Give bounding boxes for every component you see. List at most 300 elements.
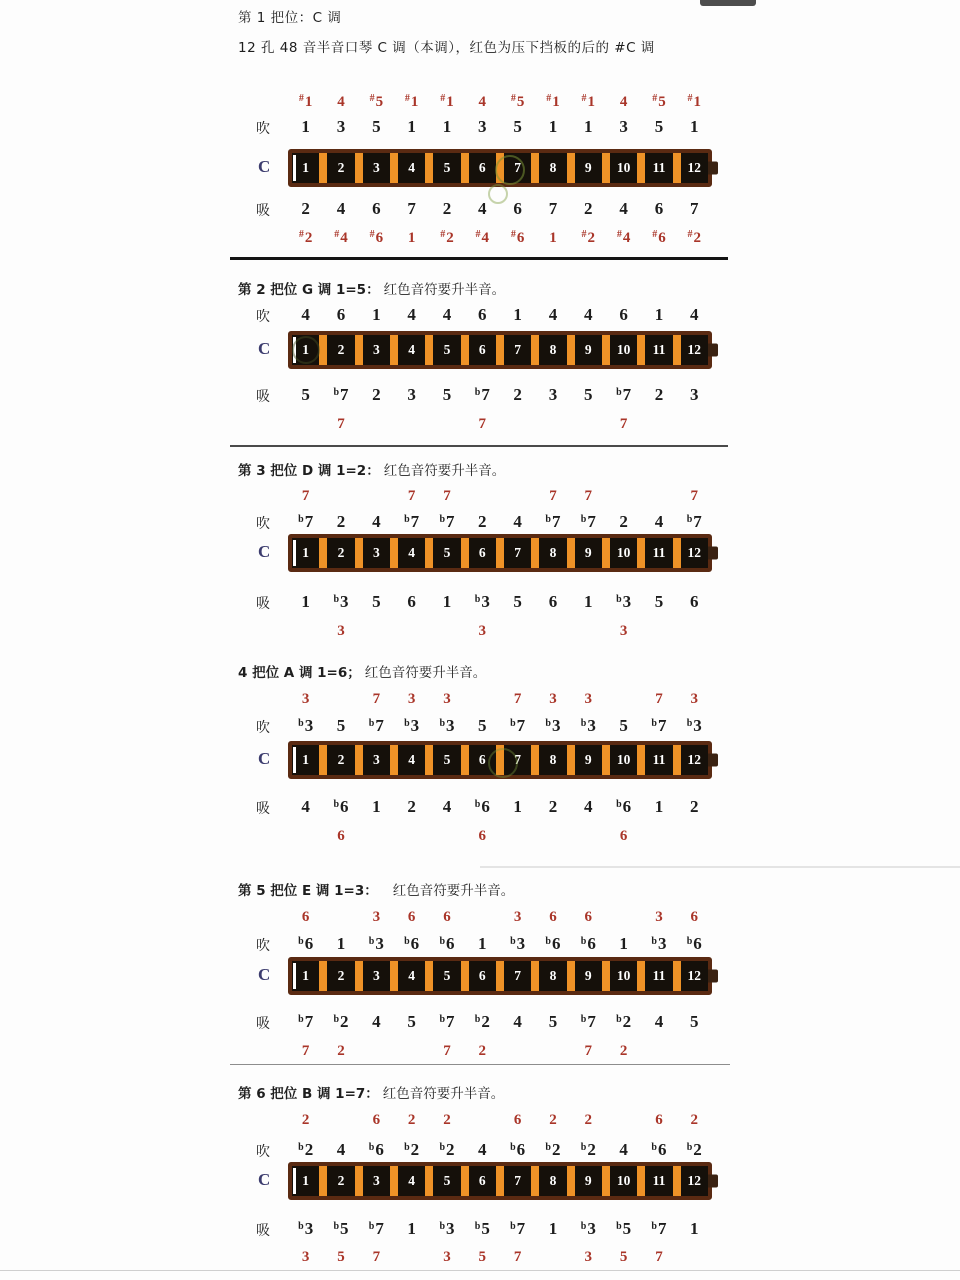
harmonica-key-label: C	[258, 749, 271, 768]
sharp-row-bottom-note: 3	[478, 623, 487, 639]
blow-row-note: $^b$2	[686, 1140, 702, 1159]
harmonica-hole-2: 2	[327, 335, 362, 365]
sharp-row-top-note: #1	[404, 93, 419, 110]
harmonica-hole-10: 10	[610, 538, 645, 568]
blow-row-note: 1	[619, 934, 628, 953]
draw-row-note: 2	[372, 385, 381, 404]
sharp-row-top-note: #1	[581, 93, 596, 110]
blow-row	[288, 305, 712, 325]
blow-row-note: 4	[478, 1140, 487, 1159]
harmonica-graphic	[288, 957, 712, 995]
blow-row	[288, 1140, 712, 1160]
sharp-row-bottom-note: 2	[478, 1043, 487, 1059]
accidental-sharp: #	[581, 229, 587, 240]
section-title	[238, 278, 505, 298]
sharp-row-bottom-note: 3	[584, 1249, 593, 1265]
draw-row-note: 5	[513, 592, 522, 611]
sharp-row-top-note: 3	[584, 691, 593, 707]
sharp-row-bottom-note: #4	[334, 229, 348, 246]
harmonica-hole-10: 10	[610, 153, 645, 183]
blow-row-note: $^b$3	[686, 716, 702, 735]
blow-row	[288, 716, 712, 736]
blow-row-note: 1	[407, 117, 416, 136]
draw-label: 吸	[256, 1016, 270, 1032]
sharp-row-bottom-note: 6	[478, 828, 487, 844]
sharp-row-bottom-note: #6	[510, 229, 525, 246]
draw-row-note: 5	[548, 1012, 558, 1031]
blow-row-note: 3	[619, 117, 628, 136]
harmonica-hole-4: 4	[398, 538, 433, 568]
draw-row-note: 6	[513, 199, 522, 218]
harmonica-hole-11: 11	[645, 335, 680, 365]
section-title-key: 第 6 把位 B 调 1=7：	[238, 1086, 379, 1102]
sharp-row-bottom-note	[500, 621, 535, 641]
accidental-flat: b	[616, 799, 622, 810]
sharp-row-bottom-note: 7	[301, 1043, 310, 1059]
blow-label: 吹	[256, 309, 270, 325]
harmonica-hole-7: 7	[504, 961, 539, 991]
sharp-row-bottom-note: 6	[337, 828, 345, 844]
draw-row-note: 2	[690, 797, 699, 816]
section-title	[238, 459, 505, 479]
sharp-row-top-note	[323, 486, 358, 506]
harmonica-hole-7: 7	[504, 1166, 539, 1196]
blow-row-note: $^b$2	[580, 1140, 596, 1159]
blow-row-note: $^b$3	[298, 716, 314, 735]
sharp-row-top	[288, 486, 712, 506]
sharp-row-top-note: 4	[478, 94, 487, 110]
blow-row-note: 4	[407, 305, 416, 324]
blow-row-note: 4	[301, 305, 310, 324]
sharp-row-top-note	[641, 486, 676, 506]
sharp-row-bottom-note	[677, 1247, 712, 1267]
harmonica-hole-6: 6	[469, 335, 504, 365]
accidental-sharp: #	[298, 229, 304, 240]
draw-row-note: 4	[301, 797, 310, 816]
sharp-row-top-note: 7	[372, 691, 381, 707]
blow-row-note: 4	[513, 512, 522, 531]
harmonica-hole-6: 6	[469, 153, 504, 183]
blow-row-note: $^b$6	[651, 1140, 667, 1159]
blow-row-note: $^b$6	[510, 1140, 526, 1159]
accidental-flat: b	[510, 718, 516, 729]
accidental-sharp: #	[440, 93, 446, 104]
sharp-row-top-note: 6	[407, 909, 416, 925]
accidental-flat: b	[580, 718, 587, 729]
accidental-flat: b	[474, 1221, 481, 1232]
harmonica-hole-5: 5	[433, 961, 468, 991]
draw-row-note: 6	[372, 199, 381, 218]
blow-row-note: $^b$6	[404, 934, 420, 953]
draw-row-note: 3	[548, 385, 558, 404]
section-title-note: 红色音符要升半音。	[364, 665, 487, 681]
harmonica-hole-2: 2	[327, 538, 362, 568]
blow-row-note: $^b$6	[368, 1140, 384, 1159]
sharp-row-top	[288, 907, 712, 927]
harmonica-hole-4: 4	[398, 153, 433, 183]
draw-row-note: $^b$7	[368, 1219, 384, 1238]
accidental-sharp: #	[334, 229, 340, 240]
harmonica-hole-8: 8	[539, 335, 574, 365]
accidental-flat: b	[368, 936, 375, 947]
draw-row-note: 3	[407, 385, 416, 404]
harmonica-hole-7: 7	[504, 153, 539, 183]
draw-row-note: $^b$3	[298, 1219, 314, 1238]
accidental-flat: b	[368, 718, 375, 729]
sharp-row-bottom-note	[288, 826, 323, 846]
harmonica-hole-6: 6	[469, 961, 504, 991]
sharp-row-bottom	[288, 228, 712, 248]
harmonica-hole-11: 11	[645, 153, 680, 183]
blow-row-note: $^b$3	[580, 716, 596, 735]
draw-row-note: 7	[407, 199, 416, 218]
draw-row-note: 6	[548, 592, 558, 611]
blow-row-note: $^b$3	[404, 716, 420, 735]
sharp-row-bottom-note	[535, 1041, 570, 1061]
draw-row-note: 1	[584, 592, 593, 611]
accidental-flat: b	[545, 514, 551, 525]
sharp-row-top	[288, 689, 712, 709]
blow-row-note: 1	[548, 117, 558, 136]
sharp-row-bottom-note: 3	[619, 623, 628, 639]
draw-row-note: 2	[584, 199, 593, 218]
sharp-row-top-note: 7	[301, 488, 310, 504]
harmonica-graphic	[288, 149, 712, 187]
accidental-flat: b	[545, 1142, 551, 1153]
accidental-flat: b	[333, 1014, 340, 1025]
accidental-flat: b	[333, 594, 340, 605]
sharp-row-bottom-note: 1	[407, 230, 416, 246]
draw-row	[288, 1012, 712, 1032]
sharp-row-top-note: 7	[690, 488, 699, 504]
blow-row-note: 5	[478, 716, 487, 735]
accidental-flat: b	[404, 1142, 410, 1153]
harmonica-hole-5: 5	[433, 538, 468, 568]
blow-row-note: 4	[336, 1140, 346, 1159]
accidental-flat: b	[404, 936, 410, 947]
sharp-row-top-note: 3	[407, 691, 416, 707]
sharp-row-bottom-note	[500, 826, 535, 846]
harmonica-hole-3: 3	[363, 1166, 398, 1196]
draw-row-note: 4	[584, 797, 593, 816]
accidental-flat: b	[651, 1221, 657, 1232]
draw-row-note: 2	[301, 199, 310, 218]
sharp-row-bottom-note	[429, 414, 464, 434]
draw-row-note: $^b$6	[333, 797, 349, 816]
sharp-row-top-note: 2	[407, 1112, 416, 1128]
harmonica-hole-5: 5	[433, 1166, 468, 1196]
draw-row-note: $^b$7	[333, 385, 349, 404]
draw-row-note: $^b$7	[474, 385, 490, 404]
harmonica-hole-5: 5	[433, 335, 468, 365]
accidental-sharp: #	[616, 229, 622, 240]
sharp-row-bottom-note	[359, 1041, 394, 1061]
accidental-sharp: #	[510, 229, 516, 240]
accidental-sharp: #	[652, 93, 658, 104]
harmonica-hole-11: 11	[645, 1166, 680, 1196]
sharp-row-top	[288, 92, 712, 112]
draw-row-note: $^b$3	[474, 592, 490, 611]
accidental-flat: b	[474, 1014, 481, 1025]
accidental-flat: b	[545, 718, 551, 729]
sharp-row-top-note: #1	[687, 93, 702, 110]
sharp-row-top-note: 6	[301, 909, 310, 925]
harmonica-hole-12: 12	[687, 968, 702, 983]
draw-row-note: 5	[407, 1012, 416, 1031]
sharp-row-bottom-note: 3	[337, 623, 345, 639]
blow-row-note: $^b$3	[510, 934, 526, 953]
sharp-row-top-note	[323, 1110, 358, 1130]
accidental-flat: b	[298, 514, 304, 525]
harmonica-graphic	[288, 331, 712, 369]
accidental-flat: b	[474, 594, 481, 605]
sharp-row-top-note	[606, 486, 641, 506]
sharp-row-bottom-note	[429, 826, 464, 846]
accidental-flat: b	[298, 1221, 304, 1232]
sharp-row-bottom	[288, 621, 712, 641]
sharp-row-top-note	[606, 1110, 641, 1130]
harmonica-hole-7: 7	[504, 745, 539, 775]
harmonica-hole-8: 8	[539, 1166, 574, 1196]
draw-row-note: $^b$5	[616, 1219, 632, 1238]
blow-row-note: $^b$7	[580, 512, 596, 531]
accidental-flat: b	[651, 936, 657, 947]
sharp-row-bottom-note	[571, 414, 606, 434]
accidental-flat: b	[404, 718, 410, 729]
sharp-row-top-note: 2	[584, 1112, 593, 1128]
accidental-flat: b	[368, 1221, 375, 1232]
blow-row-note: $^b$6	[545, 934, 561, 953]
sharp-row-top-note	[359, 486, 394, 506]
harmonica-hole-1: 1	[292, 745, 327, 775]
sharp-row-bottom-note	[677, 621, 712, 641]
harmonica-key-label: C	[258, 157, 271, 176]
sharp-row-top-note: #5	[652, 93, 666, 110]
accidental-flat: b	[439, 1014, 445, 1025]
blow-row-note: $^b$6	[580, 934, 596, 953]
draw-row-note: $^b$5	[333, 1219, 349, 1238]
draw-row-note: 4	[513, 1012, 522, 1031]
harmonica-hole-10: 10	[610, 745, 645, 775]
blow-row-note: 5	[654, 117, 664, 136]
sharp-row-top-note: 6	[655, 1112, 663, 1128]
accidental-flat: b	[510, 936, 516, 947]
draw-row-note: 4	[654, 1012, 664, 1031]
harmonica-graphic	[288, 534, 712, 572]
harmonica-hole-12: 12	[687, 545, 702, 560]
sharp-row-bottom-note	[535, 621, 570, 641]
draw-row-note: $^b$3	[616, 592, 632, 611]
draw-row	[288, 592, 712, 612]
sharp-row-top-note	[465, 907, 500, 927]
section-divider	[230, 445, 728, 447]
sharp-row-bottom-note	[359, 621, 394, 641]
accidental-flat: b	[580, 1014, 587, 1025]
sharp-row-top-note: 6	[513, 1112, 522, 1128]
accidental-sharp: #	[546, 93, 552, 104]
blow-row-note: 1	[442, 117, 452, 136]
section-title	[238, 879, 514, 899]
draw-row-note: $^b$3	[580, 1219, 596, 1238]
sharp-row-bottom-note: #2	[298, 229, 313, 246]
draw-row-note: 4	[442, 797, 452, 816]
sharp-row-top-note: 7	[513, 691, 522, 707]
draw-row-note: 2	[548, 797, 558, 816]
blow-row-note: 2	[619, 512, 628, 531]
accidental-flat: b	[686, 1142, 693, 1153]
draw-row-note: 6	[654, 199, 664, 218]
accidental-flat: b	[510, 1221, 516, 1232]
sharp-row-top-note	[500, 486, 535, 506]
sharp-row-top-note	[323, 689, 358, 709]
blow-row	[288, 934, 712, 954]
sharp-row-top-note: 2	[443, 1112, 451, 1128]
blow-row-note: 4	[548, 305, 558, 324]
harmonica-hole-5: 5	[433, 745, 468, 775]
section-title-key: 第 5 把位 E 调 1=3：	[238, 883, 371, 899]
accidental-flat: b	[545, 936, 551, 947]
sharp-row-top-note: 6	[690, 909, 699, 925]
sharp-row-bottom-note	[500, 1041, 535, 1061]
draw-row-note: 1	[690, 1219, 699, 1238]
accidental-flat: b	[474, 799, 481, 810]
draw-row-note: $^b$7	[616, 385, 632, 404]
sharp-row-bottom-note	[677, 1041, 712, 1061]
harmonica-hole-8: 8	[539, 538, 574, 568]
accidental-sharp: #	[687, 229, 693, 240]
blow-row-note: 5	[336, 716, 346, 735]
sharp-row-top-note: 4	[619, 94, 628, 110]
blow-label: 吹	[256, 938, 270, 954]
harmonica-graphic	[288, 1162, 712, 1200]
accidental-flat: b	[404, 514, 410, 525]
sharp-row-bottom-note	[429, 621, 464, 641]
sharp-row-top-note: 3	[513, 909, 522, 925]
accidental-flat: b	[616, 1221, 622, 1232]
accidental-sharp: #	[369, 93, 375, 104]
harmonica-key-label: C	[258, 1170, 271, 1189]
section-title-key: 4 把位 A 调 1=6；	[238, 665, 361, 681]
blow-row-note: $^b$6	[439, 934, 455, 953]
harmonica-hole-12: 12	[687, 1173, 702, 1188]
harmonica-hole-3: 3	[363, 745, 398, 775]
accidental-flat: b	[474, 387, 481, 398]
draw-row-note: 5	[442, 385, 452, 404]
scan-artifact-line	[480, 866, 960, 868]
draw-row-note: 5	[690, 1012, 699, 1031]
sharp-row-top-note: 4	[337, 94, 345, 110]
draw-label: 吸	[256, 203, 270, 219]
blow-row-note: 1	[336, 934, 346, 953]
sharp-row-top-note: 6	[549, 909, 557, 925]
accidental-sharp: #	[440, 229, 446, 240]
blow-row-note: 1	[654, 305, 664, 324]
section-title-key: 第 3 把位 D 调 1=2：	[238, 463, 380, 479]
blow-row-note: 5	[619, 716, 628, 735]
draw-row	[288, 797, 712, 817]
accidental-flat: b	[439, 1142, 445, 1153]
sharp-row-bottom-note: #6	[652, 229, 666, 246]
sharp-row-top-note: #5	[510, 93, 525, 110]
sharp-row-bottom-note	[394, 414, 429, 434]
accidental-flat: b	[651, 718, 657, 729]
harmonica-hole-10: 10	[610, 961, 645, 991]
sharp-row-top-note: 6	[443, 909, 451, 925]
harmonica-key-label: C	[258, 339, 271, 358]
draw-row-note: $^b$5	[474, 1219, 490, 1238]
sharp-row-bottom-note: 3	[443, 1249, 451, 1265]
harmonica-hole-1: 1	[292, 1166, 327, 1196]
accidental-flat: b	[298, 936, 304, 947]
accidental-flat: b	[616, 1014, 622, 1025]
sharp-row-bottom-note	[571, 621, 606, 641]
accidental-flat: b	[298, 1014, 304, 1025]
section-title	[238, 661, 486, 681]
blow-row-note: $^b$6	[686, 934, 702, 953]
harmonica-hole-4: 4	[398, 745, 433, 775]
draw-row-note: 2	[442, 199, 452, 218]
harmonica-hole-8: 8	[539, 961, 574, 991]
blow-label: 吹	[256, 1144, 270, 1160]
sharp-row-bottom-note	[535, 414, 570, 434]
sharp-row-top-note	[465, 689, 500, 709]
draw-row	[288, 199, 712, 219]
sharp-row-bottom-note: 7	[619, 416, 628, 432]
blow-row-note: $^b$2	[404, 1140, 420, 1159]
blow-label: 吹	[256, 121, 270, 137]
blow-row-note: 3	[336, 117, 346, 136]
blow-row-note: 1	[513, 305, 522, 324]
draw-row-note: 4	[336, 199, 346, 218]
draw-row-note: 3	[690, 385, 699, 404]
blow-row-note: 1	[584, 117, 593, 136]
blow-row-note: 4	[690, 305, 699, 324]
accidental-flat: b	[439, 936, 445, 947]
accidental-flat: b	[439, 1221, 445, 1232]
sharp-row-bottom-note: 3	[301, 1249, 310, 1265]
draw-row	[288, 385, 712, 405]
sharp-row-bottom-note	[394, 1247, 429, 1267]
draw-row-note: $^b$3	[333, 592, 349, 611]
harmonica-hole-7: 7	[504, 538, 539, 568]
accidental-flat: b	[686, 514, 693, 525]
section-title-note: 红色音符要升半音。	[383, 282, 506, 298]
draw-label: 吸	[256, 389, 270, 405]
sharp-row-bottom-note	[359, 826, 394, 846]
blow-row-note: 2	[336, 512, 346, 531]
sharp-row-bottom	[288, 1247, 712, 1267]
sharp-row-bottom-note	[641, 621, 676, 641]
accidental-flat: b	[368, 1142, 375, 1153]
blow-row-note: 3	[478, 117, 487, 136]
blow-row-note: $^b$7	[510, 716, 526, 735]
sharp-row-top-note: #1	[546, 93, 560, 110]
harmonica-hole-6: 6	[469, 745, 504, 775]
sharp-row-top-note	[606, 907, 641, 927]
harmonica-hole-7: 7	[504, 335, 539, 365]
sharp-row-top-note: 7	[443, 488, 451, 504]
sharp-row-top-note: 2	[549, 1112, 557, 1128]
blow-row-note: $^b$3	[545, 716, 561, 735]
blow-row-note: $^b$7	[368, 716, 384, 735]
page-title: 第 1 把位：C 调	[238, 10, 342, 26]
sharp-row-bottom-note: #4	[475, 229, 490, 246]
harmonica-hole-10: 10	[610, 1166, 645, 1196]
section-title-note: 红色音符要升半音。	[383, 463, 506, 479]
sharp-row-top-note: 2	[301, 1112, 310, 1128]
sharp-row-bottom-note: 6	[619, 828, 628, 844]
draw-row-note: 5	[654, 592, 664, 611]
